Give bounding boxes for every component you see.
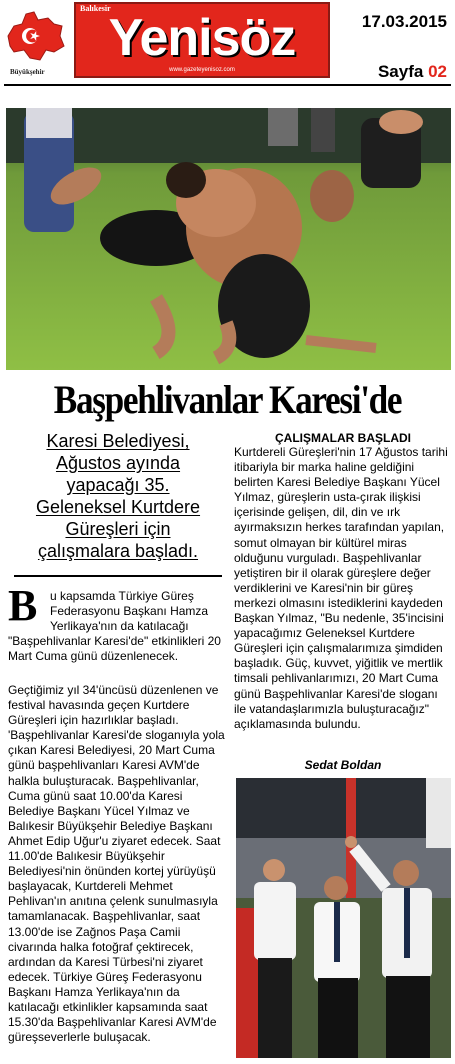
deck-line: çalışmalara başladı. xyxy=(37,541,199,561)
deck-line: Karesi Belediyesi, xyxy=(46,431,190,451)
wrestling-photo xyxy=(6,108,451,370)
deck-line: Geleneksel Kurtdere xyxy=(35,497,201,517)
newspaper-url: www.gazeteyenisoz.com xyxy=(169,67,235,73)
masthead xyxy=(0,0,455,84)
lead-paragraph: u kapsamda Türkiye Güreş Federasyonu Başkanı Hamza Yerlikaya'nın da katılacağı xyxy=(50,589,209,634)
logo-kicker: Balıkesir xyxy=(80,4,111,13)
body-paragraph: Geçtiğimiz yıl 34'üncüsü düzenlenen ve festival havasında geçen Kurtdere Güreşleri için hazırlıklar başladı. 'Başpehlivanlar Karesi'de sloganıyla yola çıkan Karesi Belediyesi, 20 Mart Cuma günü başpehlivanları Karesi AVM'de halkla buluşturacak. Başpehlivanlar, Cuma günü saat 10.00'da Karesi Belediye Başkanı Yücel Yılmaz ve Balıkesir Büyükşehir Belediye Başkanı Ahmet Edip Uğur'u ziyaret edecek. Saat 11.00'de Balıkesir Büyükşehir Belediyesi'nin önünden kortej yürüyüşü başlayacak, Kurtdereli Mehmet Pehlivan'ın anıtına çelenk sunulmasıyla tamamlanacak. Başpehlivanlar, saat 13.00'de ise Zağnos Paşa Camii civarında halka fotoğraf çektirecek, ardından da Karesi Türbesi'ni ziyaret edecek. Türkiye Güreş Federasyonu Başkanı Hamza Yerlikaya'nın da katılacağı etkinlikler kapsamında saat 15.30'da Başpehlivanlar Karesi AVM'de güreşseverlerle buluşacak. xyxy=(8,683,225,1045)
drop-cap: B xyxy=(8,581,38,630)
page-prefix: Sayfa xyxy=(377,62,424,81)
officials-photo xyxy=(236,778,451,1058)
issue-date: 17.03.2015 xyxy=(361,12,447,31)
section-subhead: ÇALIŞMALAR BAŞLADI xyxy=(275,431,411,445)
body-paragraph: Kurtdereli Güreşleri'nin 17 Ağustos tarihi itibariyla bir marka haline geldiğini belirten Karesi Belediye Başkanı Yücel Yılmaz, güreşlerin usta-çırak ilişkisi içerisinde gelişen, dil, din ve ırk ayırmaksızın herkes tarafından yapılan, somut olmayan bir kültürel miras olduğunu vurguladı. Başpehlivanlar yetiştiren bir il olarak güreşlere değer verdiklerini ve Karesi'nin bir güreş merkezi olmasını istediklerini kaydeden Başkan Yılmaz, "Bu nedenle, 35'incisini yapacağımız Geleneksel Kurtdere Güreşleri için çalışmalarımıza şimdiden başladık. Güç, kuvvet, yiğitlik ve mertlik timsali pehlivanlarımızı, 20 Mart Cuma günü Başpehlivanlar Karesi'de sloganı ile vatandaşlarımızla buluşturacağız" açıklamasında bulundu. xyxy=(234,445,448,731)
newspaper-title: Yenisöz xyxy=(108,9,296,67)
header-divider xyxy=(4,84,451,86)
turkey-map-flag-icon xyxy=(4,6,66,66)
page-label xyxy=(378,62,447,82)
article-deck xyxy=(14,430,222,562)
deck-divider xyxy=(14,575,222,577)
byline: Sedat Boldan xyxy=(304,758,382,772)
lead-paragraph-continued: "Başpehlivanlar Karesi'de" etkinlikleri 20 Mart Cuma günü düzenlenecek. xyxy=(8,634,221,664)
newspaper-logo xyxy=(74,2,330,78)
deck-line: yapacağı 35. xyxy=(66,475,170,495)
logo-city: Büyükşehir xyxy=(10,68,45,76)
page-number: 02 xyxy=(428,62,447,81)
deck-line: Güreşleri için xyxy=(65,519,171,539)
deck-line: Ağustos ayında xyxy=(55,453,181,473)
headline: Başpehlivanlar Karesi'de xyxy=(53,377,402,422)
